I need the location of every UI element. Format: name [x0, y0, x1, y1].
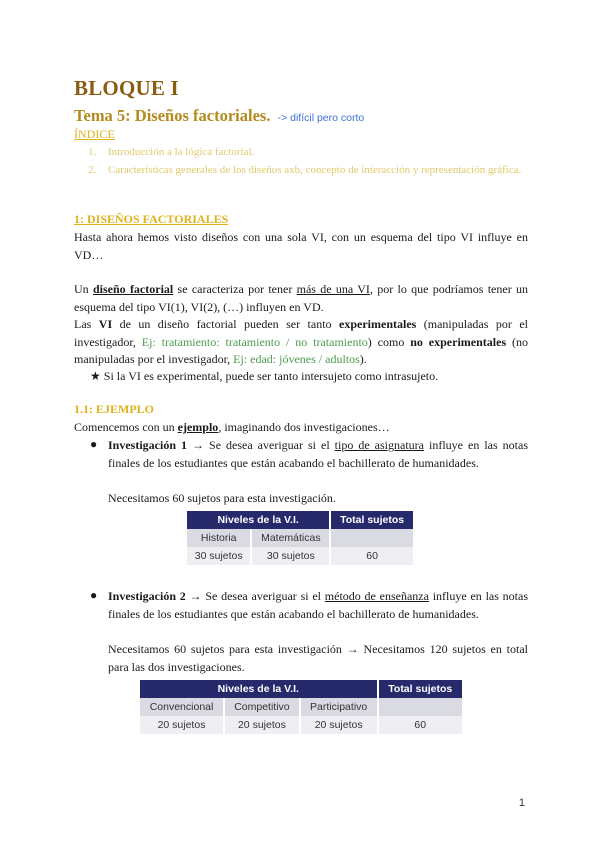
paragraph-factorial-design	[74, 281, 528, 316]
table-cell: Historia	[187, 529, 251, 547]
paragraph-example-intro	[74, 419, 528, 437]
term-example: ejemplo	[177, 420, 219, 434]
term-factorial-design: diseño factorial	[92, 282, 174, 296]
text-run: Las	[74, 317, 99, 331]
investigation-1-table	[187, 511, 413, 565]
table-row	[187, 547, 413, 565]
term-vi: VI	[98, 317, 113, 331]
table-cell: 20 sujetos	[300, 716, 378, 734]
text-run: se caracteriza por tener	[173, 282, 297, 296]
table-cell: 20 sujetos	[140, 716, 224, 734]
investigation-2-text	[108, 588, 528, 623]
bullet-icon: ●	[90, 437, 98, 451]
star-note-text: Si la VI es experimental, puede ser tanto intersujeto como intrasujeto.	[103, 369, 439, 383]
topic-note: -> difícil pero corto	[277, 112, 365, 124]
investigation-2-label: Investigación 2	[108, 589, 186, 603]
text-run: ).	[359, 352, 367, 366]
index-item-text: Introducción a la lógica factorial.	[108, 146, 255, 158]
table-cell: 20 sujetos	[224, 716, 300, 734]
term-non-experimental: no experimentales	[410, 334, 507, 349]
table-cell: Competitivo	[224, 698, 300, 716]
table-cell: 30 sujetos	[251, 547, 330, 565]
section-heading-1-1: 1.1: EJEMPLO	[74, 402, 154, 416]
topic-title	[74, 106, 364, 126]
star-note	[90, 369, 438, 384]
text-run: Un	[74, 282, 93, 296]
index-item	[88, 161, 528, 179]
index-title: ÍNDICE	[74, 127, 115, 141]
table-cell: 60	[330, 547, 413, 565]
text-run: influye en las notas finales de los estudiantes que están acabando el bachillerato de humanidades.	[108, 589, 529, 621]
table-header-row	[187, 511, 413, 529]
term-teaching-method: método de enseñanza	[324, 589, 429, 603]
page-number: 1	[518, 797, 525, 809]
table-cell: Convencional	[140, 698, 224, 716]
table-row	[187, 529, 413, 547]
text-run: (manipuladas por el investigador,	[74, 317, 528, 349]
bullet-icon: ●	[90, 588, 98, 602]
text-run: → Se desea averiguar si el	[185, 589, 325, 603]
star-icon: ★	[90, 369, 101, 383]
text-run: Comencemos con un	[74, 420, 178, 434]
table-header-row	[140, 680, 462, 698]
text-run: → Se desea averiguar si el	[187, 438, 335, 452]
paragraph-vi-types	[74, 316, 528, 369]
table-cell	[330, 529, 413, 547]
index-item	[88, 143, 528, 161]
investigation-1-text	[108, 437, 528, 472]
text-run: , imaginando dos investigaciones…	[218, 420, 390, 434]
block-title: BLOQUE I	[74, 76, 179, 100]
text-run: influye en las notas finales de los estudiantes que están acabando el bachillerato de humanidades.	[108, 438, 528, 470]
table-cell: Matemáticas	[251, 529, 330, 547]
investigation-1-need: Necesitamos 60 sujetos para esta investigación.	[108, 491, 336, 505]
investigation-2-table	[140, 680, 462, 734]
investigation-1-label: Investigación 1	[108, 438, 188, 452]
text-run: (no manipuladas por el investigador,	[74, 334, 528, 366]
table-cell: 30 sujetos	[187, 547, 251, 565]
text-run: de un diseño factorial pueden ser tanto	[112, 317, 340, 331]
table-row	[140, 698, 462, 716]
table-header-levels: Niveles de la V.I.	[140, 680, 378, 698]
table-row	[140, 716, 462, 734]
paragraph-intro: Hasta ahora hemos visto diseños con una sola VI, con un esquema del tipo VI influye en VD…	[74, 230, 528, 262]
table-cell: Participativo	[300, 698, 378, 716]
table-header-levels: Niveles de la V.I.	[187, 511, 330, 529]
table-header-total: Total sujetos	[378, 680, 462, 698]
example-age: Ej: edad: jóvenes / adultos	[233, 352, 360, 366]
table-header-total: Total sujetos	[330, 511, 413, 529]
text-run: ) como	[367, 334, 411, 349]
table-cell: 60	[378, 716, 462, 734]
section-heading-1: 1: DISEÑOS FACTORIALES	[74, 212, 229, 226]
index-item-text: Características generales de los diseños axb, concepto de interacción y representación gráfica.	[108, 164, 522, 176]
index-item-number: 1.	[88, 146, 97, 158]
text-run: , por lo que podríamos tener un esquema del tipo VI(1), VI(2), (…) influyen en VD.	[74, 282, 528, 314]
term-more-than-one-vi: más de una VI	[296, 282, 370, 296]
table-cell	[378, 698, 462, 716]
example-treatment: Ej: tratamiento: tratamiento / no tratamiento	[141, 334, 368, 349]
index-item-number: 2.	[88, 164, 97, 176]
term-experimental: experimentales	[339, 317, 417, 331]
investigation-2-need: Necesitamos 60 sujetos para esta investigación → Necesitamos 120 sujetos en total para las dos investigaciones.	[108, 642, 528, 674]
index-list	[88, 143, 528, 179]
term-subject-type: tipo de asignatura	[334, 438, 424, 452]
topic-title-text: Tema 5: Diseños factoriales.	[74, 106, 271, 125]
